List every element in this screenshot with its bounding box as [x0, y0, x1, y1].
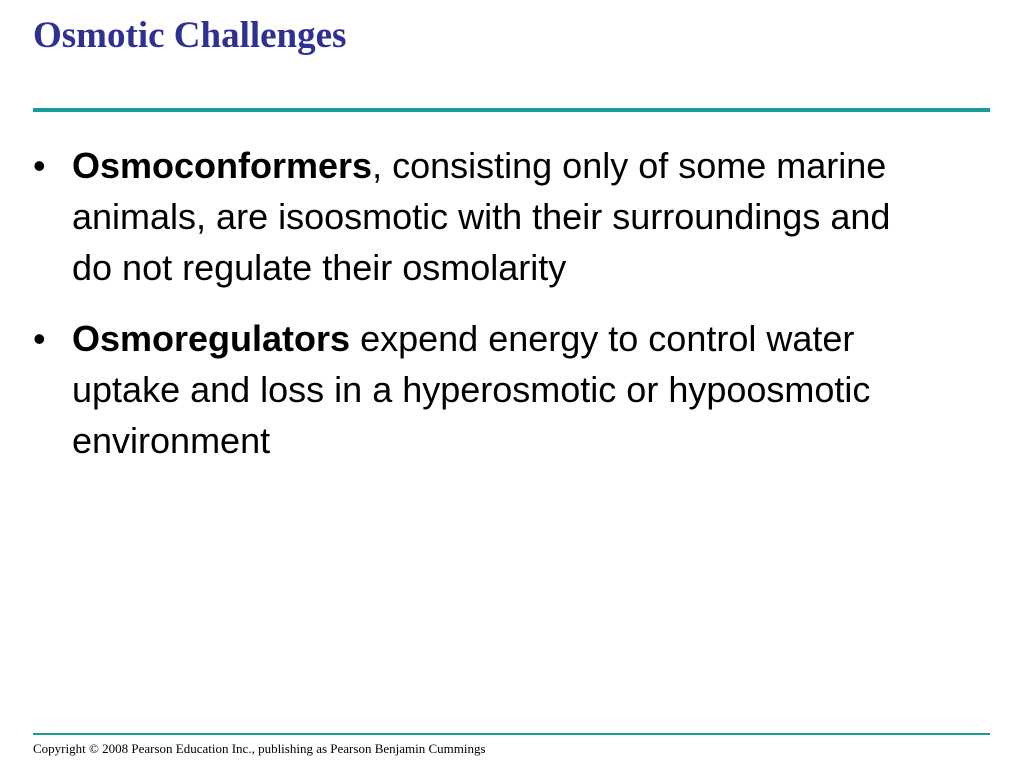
bullet-text: expend energy to control water uptake and loss in a hyperosmotic or hypoosmotic environment: [72, 318, 871, 461]
bullet-mark: •: [33, 318, 46, 359]
slide-title: Osmotic Challenges: [33, 15, 347, 56]
bullet-item-osmoconformers: [33, 140, 913, 293]
bullet-mark: •: [33, 145, 46, 186]
bullet-text: , consisting only of some marine animals, are isoosmotic with their surroundings and do not regulate their osmolarity: [72, 145, 891, 288]
footer-divider: [33, 733, 990, 735]
bullet-term: Osmoregulators: [72, 318, 351, 359]
bullet-item-osmoregulators: [33, 313, 913, 466]
bullet-list: [33, 140, 913, 486]
bullet-term: Osmoconformers: [72, 145, 373, 186]
copyright-footer: Copyright © 2008 Pearson Education Inc., publishing as Pearson Benjamin Cummings: [33, 741, 486, 756]
title-divider: [33, 108, 990, 112]
